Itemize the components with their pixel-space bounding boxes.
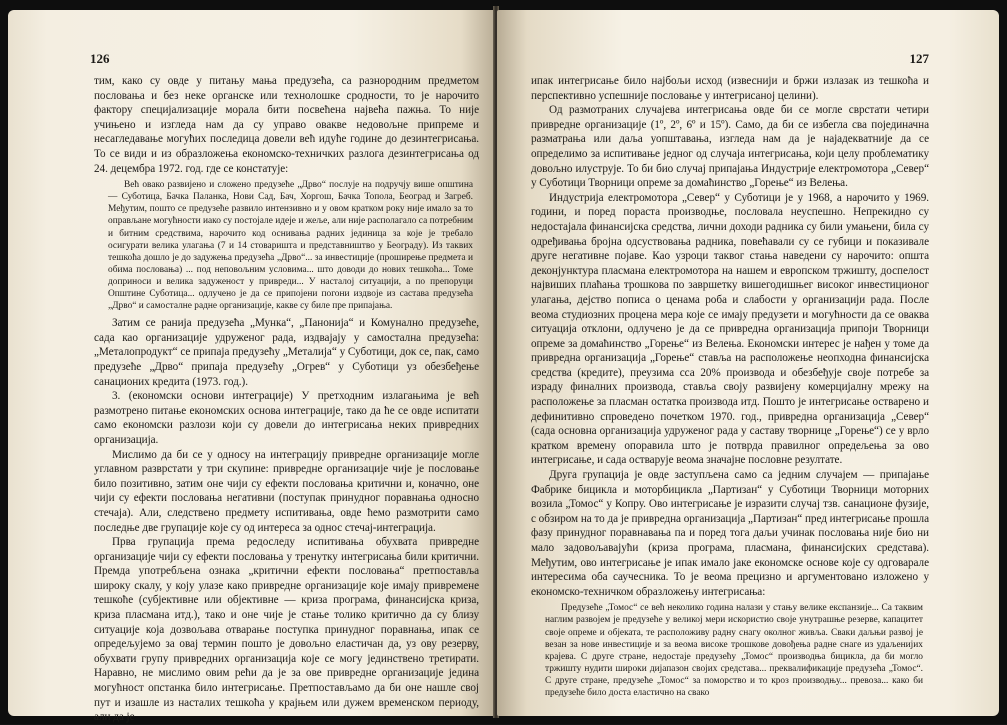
right-page-body — [531, 74, 929, 699]
block-quote: Већ овако развијено и сложено предузеће „Дрво“ послује на подручју више општина — Суботица, Бачка Паланка, Нови Сад, Бач, Хоргош, Бачка Топола, Београд и Загреб. Међутим, пошто се предузеће развило интензивно и у овом кратком року није имало за то оправљане могућности иако су постојале идеје и жеље, али није располагало са потребним и битним средствима, нарочито код оснивања радних јединица за које је требало осигурати велика улагања (7 и 14 стоваришта и представништво у Београду). Из таквих тешкоћа дошло је до задужења предузећа „Дрво“... за инвестиције (проширење предмета и обима пословања) ... под неповољним условима... што доводи до нових тешкоћа... Томе доприноси и велика задуженост у привреди... У насталој ситуацији, а по препоруци Општине Суботица... одлучено је да се припојени погони издвоје из састава предузећа „Дрво“ и самосталне радне организације, какве су биле пре припајања. — [108, 180, 473, 312]
left-page-number: 126 — [90, 51, 110, 66]
paragraph: ипак интегрисање било најбољи исход (извеснији и бржи излазак из тешкоћа и перспективно успешније пословање у интегрисаној целини). — [531, 75, 929, 102]
paragraph: Друга групација је овде заступљена само са једним случајем — припајање Фабрике бицикла и моторбицикла „Партизан“ у Суботици Творници моторних возила „Томос“ у Копру. Ово интегрисање је изразити случај тзв. санационе фузије, с обзиром на то да је привредна организација „Партизан“ пред интегрисање прошла фазу принудног поравнавања па и поред тога даљи учинак пословања није био ни мало задовољавајући (криза програма, пласмана, финансијских средстава). Међутим, ово интегрисање је ипак имало јаке економске основе које су одговарале интересима оба саучесника. То је веома прецизно и аргументовано изложено у економско-техничком образложењу интегрисања: — [531, 469, 929, 598]
paragraph: Индустрија електромотора „Север“ у Суботици је у 1968, а нарочито у 1969. години, и поред пораста производње, пословала неуспешно. Непрекидно су недостајала финансијска средства, лични доходи радника су били умањени, била су одређивања бројна одсуствовања радника, повећавали су се губици и показивале друге негативне појаве. Као узроци таквог стања наведени су нарочито: општа деконјунктура пласмана електромотора на нашем и европском тржишту, доспелост највиших плаћања трошкова по завршетку вишегодишњег високог инвестиционог улагања, дејство пописа о ценама роба и слабости у организацији рада. После веома студиозних процена мера које се имају предузети и могућности да се оваква ситуација отклони, одлучено је да се привредна организација припоји Творници опреме за домаћинство „Горење“ из Велења. Економски интерес је нађен у томе да привредна организација „Горење“ ставља на расположење неопходна финансијска средства (кредите), преузима сса 20% производа и обезбеђује своје потребе за израду финалних производа, ставља своју развијену комерцијалну мрежу на расположење за пласман остатка производа итд. Пошто је интегрисање остварено и дефинитивно спроведено почетком 1970. год., привредна организација „Север“ (сада основна организација удруженог рада у саставу творнице „Горење“) се у врло кратком времену опоравила што је потврда правилног опредељења за ово интегрисање, и сада остварује веома значајне пословне резултате. — [531, 191, 929, 467]
paragraph: Прва групација према редоследу испитивања обухвата привредне организације чији су ефекти пословања у тренутку интегрисања били критични. Премда употребљена ознака „критични ефекти пословања“ претпоставља широку скалу, у коју улазе како привредне организације које имају привремене тешкоће (субјективне или објективне — криза програма, финансијска криза, криза пласмана итд.), тако и оне чије је стање толико критично да су близу ситуације која дозвољава отварање поступка принудног поравнања, ипак се опредељујемо за овај термин пошто је довољно еластичан да, уз ову резерву, обухвати групу привредних организација које се могу јединствено третирати. Наравно, не мислимо овим рећи да је за ове привредне организације једина могућност опстанка било интегрисање. Претпостављамо да би оне нашле свој пут и изашле из насталих тешкоћа у крајњем или дужем временском периоду, али да је — [94, 536, 479, 724]
paragraph: тим, како су овде у питању мања предузећа, са разнородним предметом пословања и без неке органске или технолошке сродности, то је нарочито фактору специјализације морала бити посвећена највећа пажња. То није учињено и изгледа нам да су управо овакве недовољне припреме и несагледавање могућих последица довели већ идуће године до дезинтегрисања. То се види и из образложења економско-техничких разлога дезинтегрисања од 24. децембра 1972. год. где се констатује: — [94, 75, 479, 175]
right-page-number: 127 — [909, 51, 929, 66]
paragraph: Од размотраних случајева интегрисања овде би се могле сврстати четири привредне организације (1º, 2º, 6º и 15º). Само, да би се избегла сва појединачна разматрања или даља уопштавања, изгледа нам да је најадекватније да се определимо за испитивање једног од случаја интегрисања, који целу проблематику довољно илуструје. То би био случај припајања Индустрије електромотора „Север“ у Суботици Творници опреме за домаћинство „Горење“ из Велења. — [531, 104, 929, 190]
right-page — [497, 10, 999, 716]
block-quote: Предузеће „Томос“ се већ неколико година налази у стању велике експанзије... Са таквим нaглим развојем је предузеће у великој мери искористио своје унутрашње резерве, капацитет своје опреме и објеката, те расположиву радну снагу околног живља. Сваки даљњи развој је везан за нове инвестиције и за веома високе трошкове довођења радне снаге из удаљенијих крајева. С друге стране, недостаје предузећу „Томос“ производња бицикла, да би могло тржишту нудити широки дијапазон својих средстава... преквалификације предузећа „Томос“. С друге стране, предузеће „Томос“ за поморство и то кроз производњу... превоза... како би предузеће било доста еластично на свако — [545, 603, 923, 699]
paragraph: Затим се ранија предузећа „Мунка“, „Панонија“ и Комунално предузеће, сада као организације удруженог рада, издвајају у самостална предузећа: „Металопродукт“ се припаја предузећу „Металија“ у Суботици, док се, пак, само предузеће „Дрво“ припаја предузећу „Огрев“ у Суботици уз обезбеђење санационих кредита (1973. год.). — [94, 317, 479, 388]
paragraph: Мислимо да би се у односу на интеграцију привредне организације могле углавном разврстати у три скупине: привредне организације чије је пословање било позитивно, затим оне чији су ефекти пословања критични и, коначно, оне чији су ефекти пословања негативни (поступак принудног поравнања односно стечаја). Али, следствено предмету испитивања, овде ћемо размотрити само последње две групације које су од интереса за однос стечај-интеграција. — [94, 448, 479, 534]
left-page-body — [94, 74, 479, 725]
left-page — [8, 10, 495, 724]
paragraph: 3. (економски основи интеграције) У претходним излагањима је већ размотрено питање економских основа интеграције, тако да ће се овде испитати само економски разлози који су довели до интегрисања неких привредних организација. — [94, 390, 479, 446]
